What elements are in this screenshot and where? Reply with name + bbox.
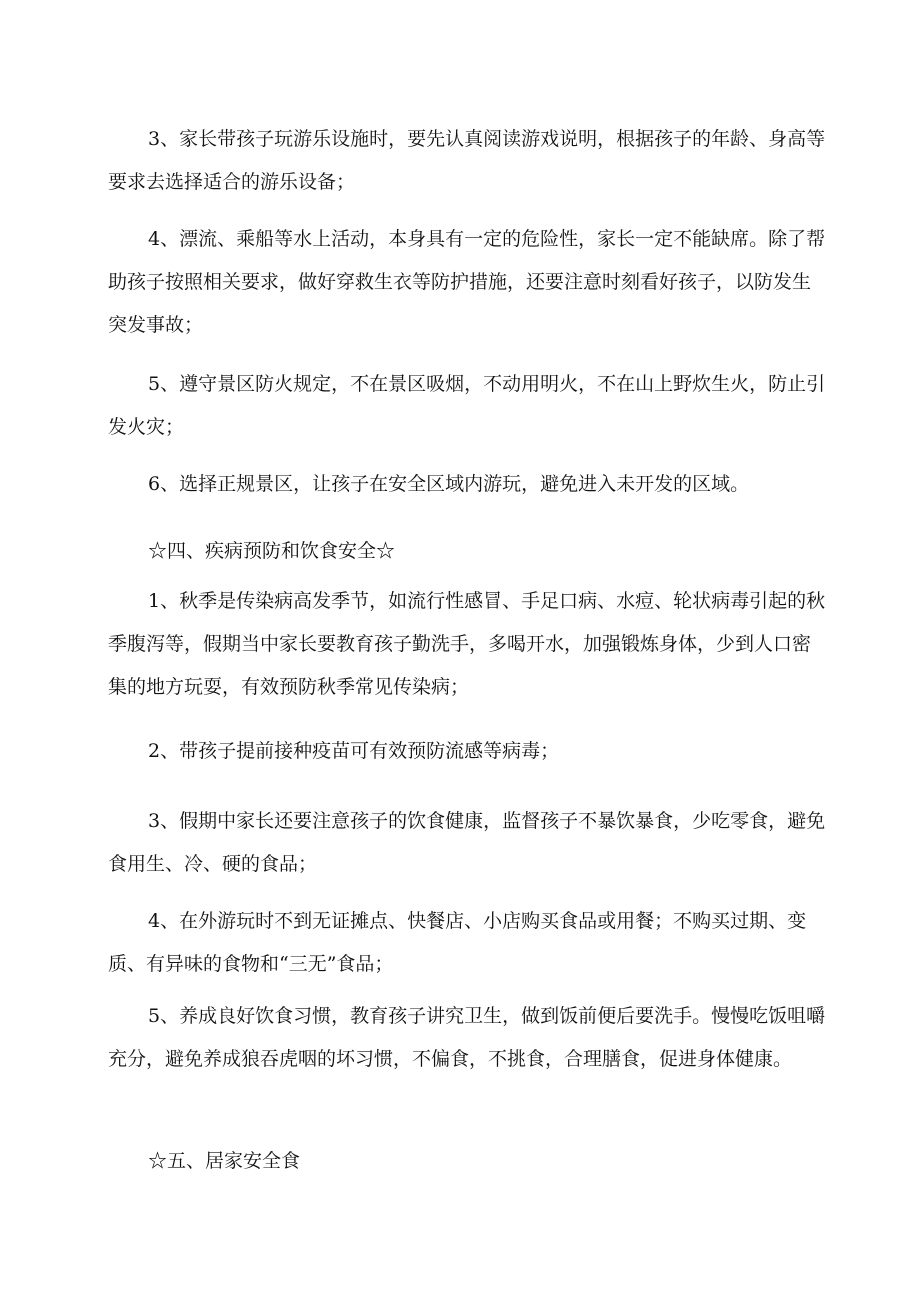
- paragraph-item-3-diet-health: 3、假期中家长还要注意孩子的饮食健康，监督孩子不暴饮暴食，少吃零食，避免食用生、冷、硬的食品；: [108, 810, 826, 875]
- paragraph-item-6-regular-scenic-area: 6、选择正规景区，让孩子在安全区域内游玩，避免进入未开发的区域。: [148, 473, 750, 495]
- paragraph-item-4-food-purchase: 4、在外游玩时不到无证摊点、快餐店、小店购买食品或用餐；不购买过期、变质、有异味的食物和“三无”食品；: [108, 910, 807, 975]
- paragraph-item-3-amusement-rides: 3、家长带孩子玩游乐设施时，要先认真阅读游戏说明，根据孩子的年龄、身高等要求去选择适合的游乐设备；: [108, 128, 826, 193]
- section-heading-disease-food-safety: ☆四、疾病预防和饮食安全☆: [148, 540, 396, 562]
- section-heading-home-safety: ☆五、居家安全食: [148, 1150, 301, 1172]
- paragraph-item-4-water-activities: 4、漂流、乘船等水上活动，本身具有一定的危险性，家长一定不能缺席。除了帮助孩子按照相关要求，做好穿救生衣等防护措施，还要注意时刻看好孩子，以防发生突发事故；: [108, 228, 826, 336]
- paragraph-item-2-vaccination: 2、带孩子提前接种疫苗可有效预防流感等病毒；: [148, 740, 560, 762]
- paragraph-item-5-eating-habits: 5、养成良好饮食习惯，教育孩子讲究卫生，做到饭前便后要洗手。慢慢吃饭咀嚼充分，避免养成狼吞虎咽的坏习惯，不偏食，不挑食，合理膳食，促进身体健康。: [108, 1005, 826, 1070]
- paragraph-item-5-fire-prevention: 5、遵守景区防火规定，不在景区吸烟，不动用明火，不在山上野炊生火，防止引发火灾；: [108, 373, 826, 438]
- paragraph-item-1-infectious-disease: 1、秋季是传染病高发季节，如流行性感冒、手足口病、水痘、轮状病毒引起的秋季腹泻等，假期当中家长要教育孩子勤洗手，多喝开水，加强锻炼身体，少到人口密集的地方玩耍，有效预防秋季常见传染病；: [108, 590, 826, 698]
